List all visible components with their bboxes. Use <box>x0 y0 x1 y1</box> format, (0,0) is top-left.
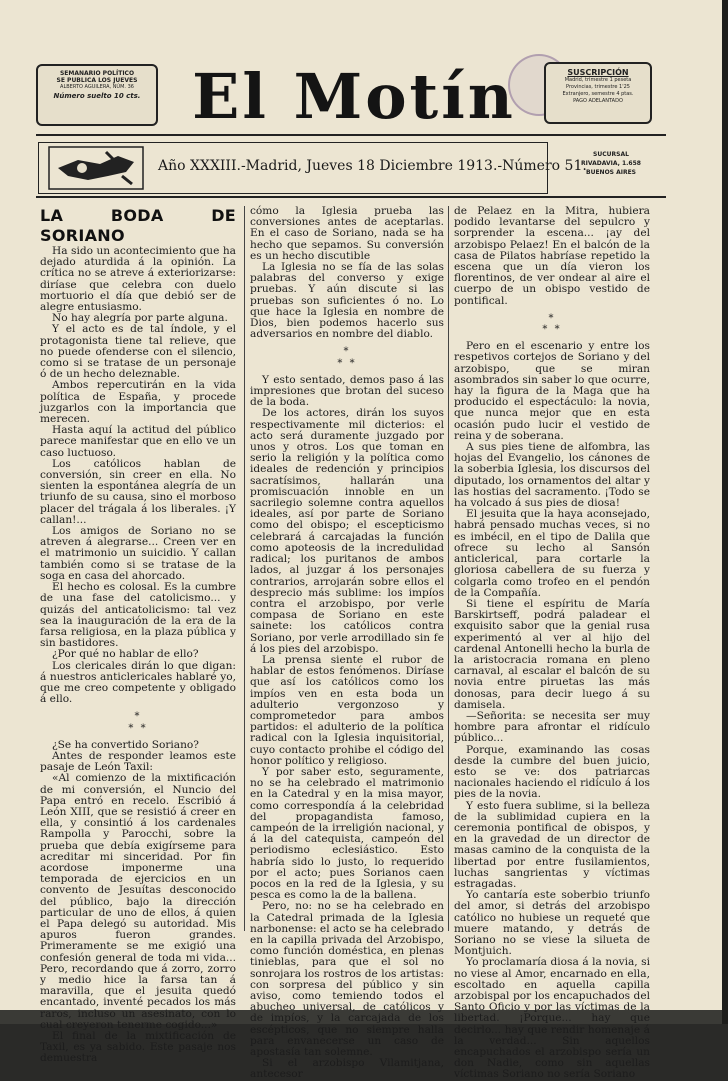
masthead-left-line1: SEMANARIO POLÍTICO <box>59 70 135 77</box>
emblem-icon <box>48 146 144 190</box>
paragraph: Pero en el escenario y entre los respetivos cortejos de Soriano y del arzobispo, que se miran asombrados sin saber lo que ocurre, hay la figura de la Maga que ha producido el espectáculo: la novia, que nunca mejor que en esta ocasión pudo lucir el vestido de reina y de soberana. <box>454 340 650 442</box>
newspaper-title: El Motín <box>192 60 516 133</box>
article-column-3 <box>454 206 650 1081</box>
section-asterism: * * * <box>128 711 148 734</box>
paragraph: El hecho es colosal. Es la cumbre de una fase del catolicismo... y quizás del anticatolicismo: tal vez sea la inauguración de la era de la farsa religiosa, en la plaza pública y sin bastidores. <box>40 581 236 650</box>
column-separator-1 <box>244 206 245 931</box>
paragraph: cómo la Iglesia prueba las conversiones antes de aceptarlas. En el caso de Soriano, nada se ha hecho que sepamos. Su conversión es un hecho discutible <box>250 205 444 262</box>
issue-line: Año XXXIII.-Madrid, Jueves 18 Diciembre 1913.-Número 51. <box>158 158 587 174</box>
branch-address <box>556 150 666 177</box>
subscription-line2: Provincias, trimestre 1'25 <box>566 84 630 90</box>
branch-line2: RIVADAVIA, 1.658 <box>581 160 641 167</box>
section-asterism: * * * <box>542 312 562 336</box>
paragraph: Y esto sentado, demos paso á las impresiones que brotan del suceso de la boda. <box>250 373 444 409</box>
paragraph: Antes de responder leamos este pasaje de León Taxil: <box>40 749 236 774</box>
paragraph: La Iglesia no se fía de las solas palabras del converso y exige pruebas. Y aún discute si las pruebas son suficientes ó no. Lo que hace la Iglesia en nombre de Dios, bien podemos hacerlo sus adversarios en nombre del diablo. <box>250 261 444 341</box>
masthead-left-line2: SE PUBLICA LOS JUEVES <box>56 77 138 84</box>
paragraph: La prensa siente el rubor de hablar de estos fenómenos. Diríase que así los católicos como los impíos ven en esta boda un adulterio vergonzoso y comprometedor para ambos partidos: el adulterio de la política radical con la Iglesia inquisitorial, cuyo contacto prohibe el código del honor político y religioso. <box>250 653 444 767</box>
section-asterism: * * * <box>337 346 357 369</box>
paragraph: «Al comienzo de la mixtificación de mi conversión, el Nuncio del Papa entró en recelo. Escribió á León XIII, que se resistió á creer en ella, y consintió á los cardenales Rampolla y Parocchi, sobre la prueba que debía exigírseme para acreditar mi sinceridad. Por fin acordose imponerme una temporada de ejercicios en un convento de Jesuítas desconocido del público, bajo la dirección particular de uno de ellos, á quien el Papa delegó su autoridad. Mis apuros fueron grandes. Primeramente se me exigió una confesión general de toda mi vida... Pero, recordando que á zorro, zorro y medio hice la farsa tan á maravilla, que el jesuita quedó encantado, inventé pecados los más raros, incluso un asesinato, con lo cual creyeron tenerme cogido...» <box>40 772 236 1031</box>
paragraph: de Pelaez en la Mitra, hubiera podido levantarse del sepulcro y sorprender la escena... ¡ay del arzobispo Pelaez! En el balcón de la casa de Pilatos habríase repetido la escena que un día vieron los florentinos, de ver ondear al aire el cuerpo de un obispo vestido de pontifical. <box>454 205 650 307</box>
paragraph: Ambos repercutirán en la vida política de España, y procede juzgarlos con la importancia que merecen. <box>40 379 236 426</box>
paragraph: Y esto fuera sublime, si la belleza de la sublimidad cupiera en la ceremonia pontifical de obispos, y en la gravedad de un director de masas camino de la conquista de la libertad por entre fusilamientos, luchas sangrientas y víctimas estragadas. <box>454 799 650 890</box>
paragraph: Ha sido un acontecimiento que ha dejado aturdida á la opinión. La crítica no se atreve á exteriorizarse: diríase que celebra con duelo mortuorio el día que debió ser de alegre entusiasmo. <box>40 245 236 314</box>
paragraph: El final de la mixtificación de Taxil, es ya sabido. Este pasaje nos demuestra <box>40 1030 236 1065</box>
paragraph: Pero, no: no se ha celebrado en la Catedral primada de la Iglesia narbonense: el acto se ha celebrado en la capilla privada del Arzobispo, como función doméstica, en plenas tinieblas, para que el sol no sonrojara los rostros de los artistas: con sorpresa del público y sin aviso, como temiendo todos el abucheo universal, de católicos y de impíos, y la carcajada de los escépticos, que no siempre halla para envanecerse un caso de apostasía tan solemne. <box>250 900 444 1059</box>
subscription-line1: Madrid, trimestre 1 peseta <box>564 77 632 83</box>
branch-line1: SUCURSAL <box>593 151 629 158</box>
branch-line3: BUENOS AIRES <box>586 169 636 176</box>
paragraph: Porque, examinando las cosas desde la cumbre del buen juicio, esto se ve: dos patriarcas nacionales haciendo el ridículo á los pies de la novia. <box>454 743 650 801</box>
page-edge-shadow <box>722 0 728 1024</box>
paragraph: Hasta aquí la actitud del público parece manifestar que en ello ve un caso luctuoso. <box>40 424 236 459</box>
paragraph: Si el arzobispo Vilamitjana, antecesor <box>250 1057 444 1081</box>
paragraph: Los católicos hablan de conversión, sin creer en ella. No sienten la espontánea alegría de un triunfo de su causa, sino el morboso placer del trágala á los liberales. ¡Y callan!... <box>40 457 236 526</box>
article-column-2 <box>250 206 444 1081</box>
paragraph: —Señorita: se necesita ser muy hombre para afrontar el ridículo público... <box>454 709 650 745</box>
paragraph: Y el acto es de tal índole, y el protagonista tiene tal relieve, que no puede ofenderse con el silencio, como si se tratase de un personaje ó de un hecho deleznable. <box>40 323 236 381</box>
article-column-1 <box>40 206 236 1065</box>
paragraph: De los actores, dirán los suyos respectivamente mil dicterios: el acto será duramente juzgado por unos y otros. Los que toman en serio la religión y la política como ideales de redención y principios sacratísimos, hallarán una promiscuación innoble en un sacrilegio solemne contra aquellos ideales, así por parte de Soriano como del obispo; el escepticismo celebrará á carcajadas la función como apoteosis de la incredulidad radical; los puritanos de ambos lados, al juzgar á los personajes contrarios, arrojarán sobre ellos el desprecio más sublime: los impíos contra el arzobispo, por verle compasa de Soriano en este sainete: los católicos contra Soriano, por verle arrodillado sin fe á los pies del arzobispo. <box>250 407 444 655</box>
paragraph: El jesuita que la haya aconsejado, habrá pensado muchas veces, si no es imbécil, en el tipo de Dalila que ofrece su lecho al Sansón anticlerical, para cortarle la gloriosa cabellera de su fuerza y colgarla como trofeo en el pendón de la Compañía. <box>454 508 650 599</box>
subscription-line4: PAGO ADELANTADO <box>573 98 623 104</box>
masthead-rule-bottom <box>36 196 666 198</box>
paragraph: Si tiene el espíritu de María Barskirtseff, podrá paladear el exquisito sabor que la genial rusa experimentó al ver al hijo del cardenal Antonelli hecho la burla de la aristocracia romana en pleno carnaval, al escalar el balcón de su novia entre piruetas las más donosas, para decir luego á su damisela. <box>454 597 650 711</box>
column-separator-2 <box>448 206 449 931</box>
article-headline: LA BODA DE SORIANO <box>40 206 236 245</box>
paragraph: Yo proclamaría diosa á la novia, si no viese al Amor, encarnado en ella, escoltado en aquella capilla arzobispal por los encapuchados del Santo Oficio y por las víctimas de la libertad. ¡Porque... hay que decirlo... hay que rendir homenaje á la verdad... Sin aquellos encapuchados el arzobispo sería un don Nadie, como sin aquellas víctimas Soriano no sería Soriano <box>454 956 650 1081</box>
subscription-title: SUSCRIPCIÓN <box>567 68 629 77</box>
paragraph: A sus pies tiene de alfombra, las hojas del Evangelio, los cánones de la soberbia Iglesia, los discursos del diputado, los ornamentos del altar y las hostias del sacramento. ¡Todo se ha volcado á sus pies de diosa! <box>454 441 650 510</box>
masthead-left-line4: Número suelto 10 cts. <box>53 92 141 100</box>
paragraph: Los amigos de Soriano no se atreven á alegrarse... Creen ver en el matrimonio un suicidio. Y callan también como si se tratase de la soga en casa del ahorcado. <box>40 525 236 582</box>
masthead-left-box <box>36 64 158 126</box>
masthead-rule-top <box>36 134 666 136</box>
paragraph: No hay alegría por parte alguna. <box>52 312 228 325</box>
subscription-line3: Extranjero, semestre 4 ptas. <box>562 91 634 97</box>
paragraph: Y por saber esto, seguramente, no se ha celebrado el matrimonio en la Catedral y en la misa mayor, como correspondía á la celebridad del propagandista famoso, campeón de la irreligión nacional, y á la del catequista, campeón del periodismo eclesiástico. Esto habría sido lo justo, lo requerido por el acto; pues Sorianos caen pocos en la red de la Iglesia, y su pesca es como la de la ballena. <box>250 765 444 902</box>
paragraph: ¿Por qué no hablar de ello? <box>52 648 199 661</box>
paragraph: ¿Se ha convertido Soriano? <box>52 738 199 751</box>
masthead-right-box <box>544 62 652 124</box>
paragraph: Los clericales dirán lo que digan: á nuestros anticlericales hablaré yo, que me creo competente y obligado á ello. <box>40 659 236 706</box>
paragraph: Yo cantaría este soberbio triunfo del amor, si detrás del arzobispo católico no hubiese un requeté que muere matando, y detrás de Soriano no se viese la silueta de Montjuich. <box>454 889 650 958</box>
masthead-left-line3: ALBERTO AGUILERA, NÚM. 36 <box>60 84 134 90</box>
